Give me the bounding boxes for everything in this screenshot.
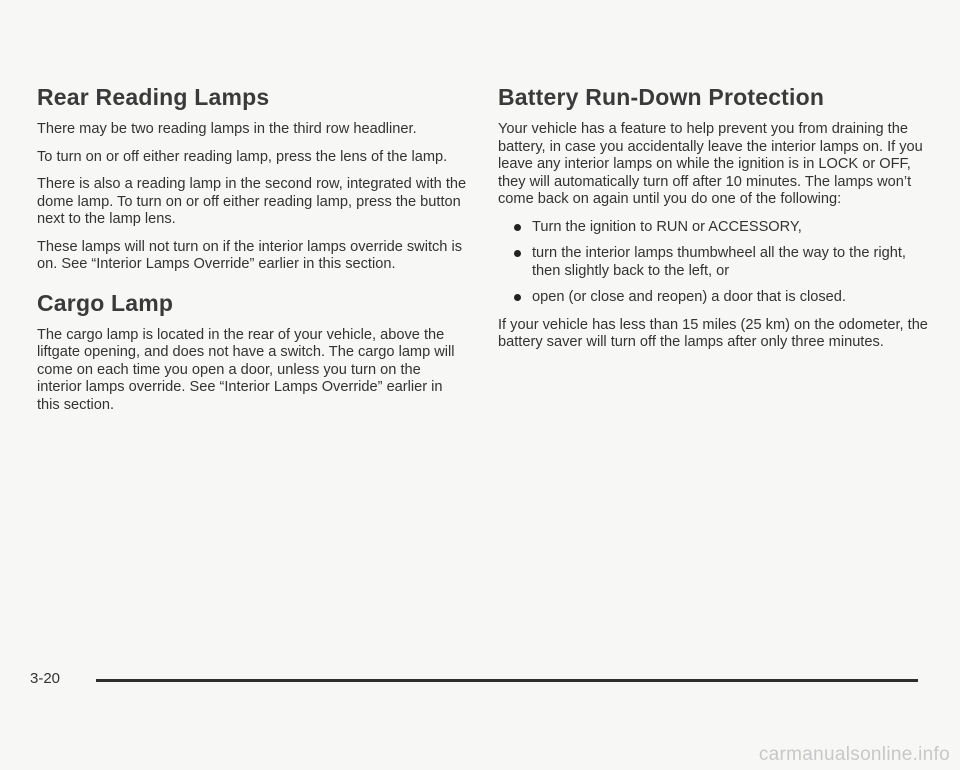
list-item-text: open (or close and reopen) a door that is closed. xyxy=(532,289,846,305)
footer-divider xyxy=(96,679,918,682)
page-number: 3-20 xyxy=(30,670,61,687)
bullet-icon xyxy=(514,250,521,257)
battery-paragraph-1: Your vehicle has a feature to help prevent you from draining the battery, in case you accidentally leave the interior lamps on. If you leave any interior lamps on while the ignition is in LOCK or OFF, they will automatically turn off after 10 minutes. The lamps won’t come back on again until you do one of the following: xyxy=(498,121,923,207)
list-item-text: Turn the ignition to RUN or ACCESSORY, xyxy=(532,218,802,235)
heading-cargo-lamp: Cargo Lamp xyxy=(37,289,174,316)
cargo-paragraph: The cargo lamp is located in the rear of your vehicle, above the liftgate opening, and does not have a switch. The cargo lamp will come on each time you open a door, unless you turn on the interior lamps override. See “Interior Lamps Override” earlier in this section. xyxy=(37,326,455,413)
watermark-text: carmanualsonline.info xyxy=(758,744,950,765)
rear-paragraph-3: There is also a reading lamp in the second row, integrated with the dome lamp. To turn on or off either reading lamp, press the button next to the lamp lens. xyxy=(37,176,467,227)
list-item-text: turn the interior lamps thumbwheel all the way to the right, then slightly back to the left, or xyxy=(532,245,906,279)
rear-paragraph-4: These lamps will not turn on if the interior lamps override switch is on. See “Interior Lamps Override” earlier in this section. xyxy=(37,238,463,272)
right-column xyxy=(498,84,928,362)
bullet-icon xyxy=(514,224,521,231)
bullet-icon xyxy=(514,294,521,301)
rear-paragraph-1: There may be two reading lamps in the third row headliner. xyxy=(37,121,417,137)
list-item xyxy=(512,245,928,280)
left-column xyxy=(37,84,467,424)
heading-battery-run-down: Battery Run-Down Protection xyxy=(498,84,825,110)
rear-paragraph-2: To turn on or off either reading lamp, press the lens of the lamp. xyxy=(37,148,448,165)
heading-rear-reading-lamps: Rear Reading Lamps xyxy=(37,84,270,110)
list-item xyxy=(512,219,928,237)
battery-bullet-list xyxy=(498,219,928,307)
list-item xyxy=(512,289,928,307)
battery-paragraph-2: If your vehicle has less than 15 miles (25 km) on the odometer, the battery saver will turn off the lamps after only three minutes. xyxy=(498,316,928,350)
